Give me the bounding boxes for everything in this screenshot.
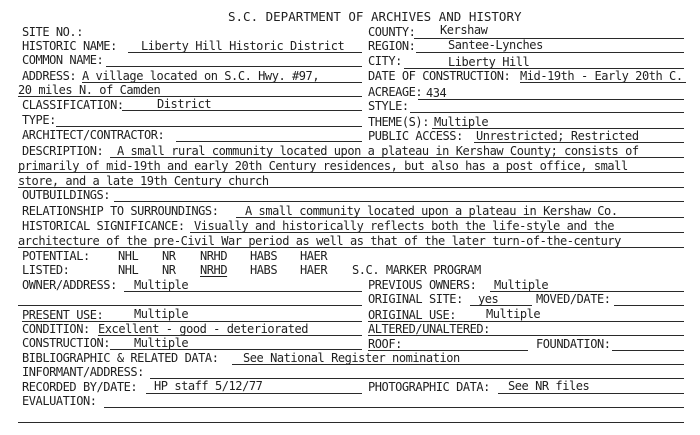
- type-underline: [56, 126, 362, 127]
- previous-owners-label: PREVIOUS OWNERS:: [368, 278, 477, 292]
- listed-habs: HABS: [250, 263, 278, 277]
- type-label: TYPE:: [22, 113, 56, 127]
- classification-underline: [122, 110, 362, 111]
- altered-underline: [368, 335, 684, 336]
- potential-nrhd: NRHD: [200, 249, 228, 263]
- owner-value: Multiple: [134, 278, 189, 292]
- informant-label: INFORMANT/ADDRESS:: [22, 365, 144, 379]
- evaluation-underline-2: [18, 422, 684, 423]
- listed-nrhd-selected: NRHD: [200, 263, 228, 277]
- significance-line2: architecture of the pre-Civil War period as well as that of the later turn-of-the-century: [18, 234, 621, 248]
- historic-name-label: HISTORIC NAME:: [22, 39, 117, 53]
- address-line1: A village located on S.C. Hwy. #97,: [82, 69, 320, 83]
- architect-label: ARCHITECT/CONTRACTOR:: [22, 128, 165, 142]
- description-line2: primarily of mid-19th and early 20th Century residences, but also has a post office, small: [18, 159, 628, 173]
- potential-habs: HABS: [250, 249, 278, 263]
- region-underline: [416, 52, 684, 53]
- potential-nhl: NHL: [118, 249, 139, 263]
- form-title: S.C. DEPARTMENT OF ARCHIVES AND HISTORY: [228, 9, 522, 24]
- region-value: Santee-Lynches: [448, 38, 543, 52]
- region-label: REGION:: [368, 39, 416, 53]
- description-line1: A small rural community located upon a plateau in Kershaw County; consists of: [117, 144, 639, 158]
- relationship-label: RELATIONSHIP TO SURROUNDINGS:: [22, 204, 219, 218]
- style-label: STYLE:: [368, 99, 409, 113]
- description-underline-2: [18, 172, 684, 173]
- potential-label: POTENTIAL:: [22, 249, 90, 263]
- address-line2: 20 miles N. of Camden: [18, 83, 161, 97]
- original-site-value: yes: [478, 292, 499, 306]
- present-use-label: PRESENT USE:: [22, 308, 104, 322]
- owner-label: OWNER/ADDRESS:: [22, 278, 117, 292]
- construction-underline: [110, 349, 362, 350]
- condition-value: Excellent - good - deteriorated: [98, 322, 309, 336]
- date-of-construction-label: DATE OF CONSTRUCTION:: [368, 69, 511, 83]
- significance-underline-1: [190, 232, 684, 233]
- listed-nhl: NHL: [118, 263, 139, 277]
- bibliographic-value: See National Register nomination: [243, 351, 460, 365]
- architect-underline: [176, 141, 362, 142]
- foundation-label: FOUNDATION:: [536, 337, 611, 351]
- outbuildings-label: OUTBUILDINGS:: [22, 188, 111, 202]
- date-of-construction-underline: [520, 82, 686, 83]
- themes-value: Multiple: [434, 115, 489, 129]
- roof-label: ROOF:: [368, 337, 402, 351]
- description-label: DESCRIPTION:: [22, 144, 104, 158]
- photographic-underline: [498, 393, 684, 394]
- photographic-label: PHOTOGRAPHIC DATA:: [368, 380, 490, 394]
- bibliographic-underline: [232, 364, 684, 365]
- acreage-underline: [418, 99, 684, 100]
- present-use-value: Multiple: [134, 307, 189, 321]
- city-value: Liberty Hill: [448, 55, 530, 69]
- common-name-underline: [106, 66, 362, 67]
- moved-date-underline: [614, 305, 684, 306]
- owner-underline: [124, 291, 362, 292]
- description-underline-3: [18, 187, 684, 188]
- county-label: COUNTY:: [368, 25, 416, 39]
- city-label: CITY:: [368, 54, 402, 68]
- bibliographic-label: BIBLIOGRAPHIC & RELATED DATA:: [22, 351, 219, 365]
- original-site-label: ORIGINAL SITE:: [368, 292, 463, 306]
- owner-underline-2: [18, 305, 362, 306]
- description-line3: store, and a late 19th Century church: [18, 174, 269, 188]
- previous-owners-value: Multiple: [494, 278, 549, 292]
- historic-name-underline: [128, 52, 362, 53]
- altered-label: ALTERED/UNALTERED:: [368, 322, 490, 336]
- outbuildings-underline: [114, 201, 684, 202]
- recorded-by-label: RECORDED BY/DATE:: [22, 380, 138, 394]
- relationship-underline: [236, 217, 684, 218]
- significance-label: HISTORICAL SIGNIFICANCE:: [22, 219, 185, 233]
- acreage-value: 434: [426, 86, 447, 100]
- marker-program-label: S.C. MARKER PROGRAM: [352, 263, 481, 277]
- evaluation-underline: [104, 407, 684, 408]
- listed-nr: NR: [162, 263, 176, 277]
- potential-nr: NR: [162, 249, 176, 263]
- photographic-value: See NR files: [508, 379, 590, 393]
- style-underline: [410, 112, 684, 113]
- public-access-label: PUBLIC ACCESS:: [368, 129, 463, 143]
- public-access-value: Unrestricted; Restricted: [476, 129, 639, 143]
- public-access-underline: [474, 142, 684, 143]
- significance-line1: Visually and historically reflects both the life-style and the: [194, 219, 615, 233]
- date-of-construction-value: Mid-19th - Early 20th C.: [520, 69, 683, 83]
- listed-haer: HAER: [300, 263, 328, 277]
- condition-label: CONDITION:: [22, 322, 90, 336]
- site-no-label: SITE NO.:: [22, 25, 83, 39]
- original-use-label: ORIGINAL USE:: [368, 308, 457, 322]
- original-site-underline: [470, 305, 532, 306]
- county-value: Kershaw: [440, 23, 488, 37]
- recorded-by-underline: [146, 393, 362, 394]
- moved-date-label: MOVED/DATE:: [536, 292, 611, 306]
- classification-label: CLASSIFICATION:: [22, 98, 124, 112]
- common-name-label: COMMON NAME:: [22, 53, 104, 67]
- description-underline-1: [110, 157, 684, 158]
- foundation-underline: [612, 350, 684, 351]
- significance-underline-2: [18, 247, 684, 248]
- construction-label: CONSTRUCTION:: [22, 336, 111, 350]
- construction-value: Multiple: [134, 336, 189, 350]
- acreage-label: ACREAGE:: [368, 85, 423, 99]
- address-label: ADDRESS:: [22, 69, 77, 83]
- listed-label: LISTED:: [22, 263, 70, 277]
- relationship-value: A small community located upon a plateau in Kershaw Co.: [245, 204, 618, 218]
- potential-haer: HAER: [300, 249, 328, 263]
- historic-name-value: Liberty Hill Historic District: [141, 39, 345, 53]
- original-use-value: Multiple: [486, 307, 541, 321]
- classification-value: District: [157, 97, 212, 111]
- evaluation-label: EVALUATION:: [22, 394, 97, 408]
- recorded-by-value: HP staff 5/12/77: [154, 379, 263, 393]
- themes-label: THEME(S):: [368, 115, 429, 129]
